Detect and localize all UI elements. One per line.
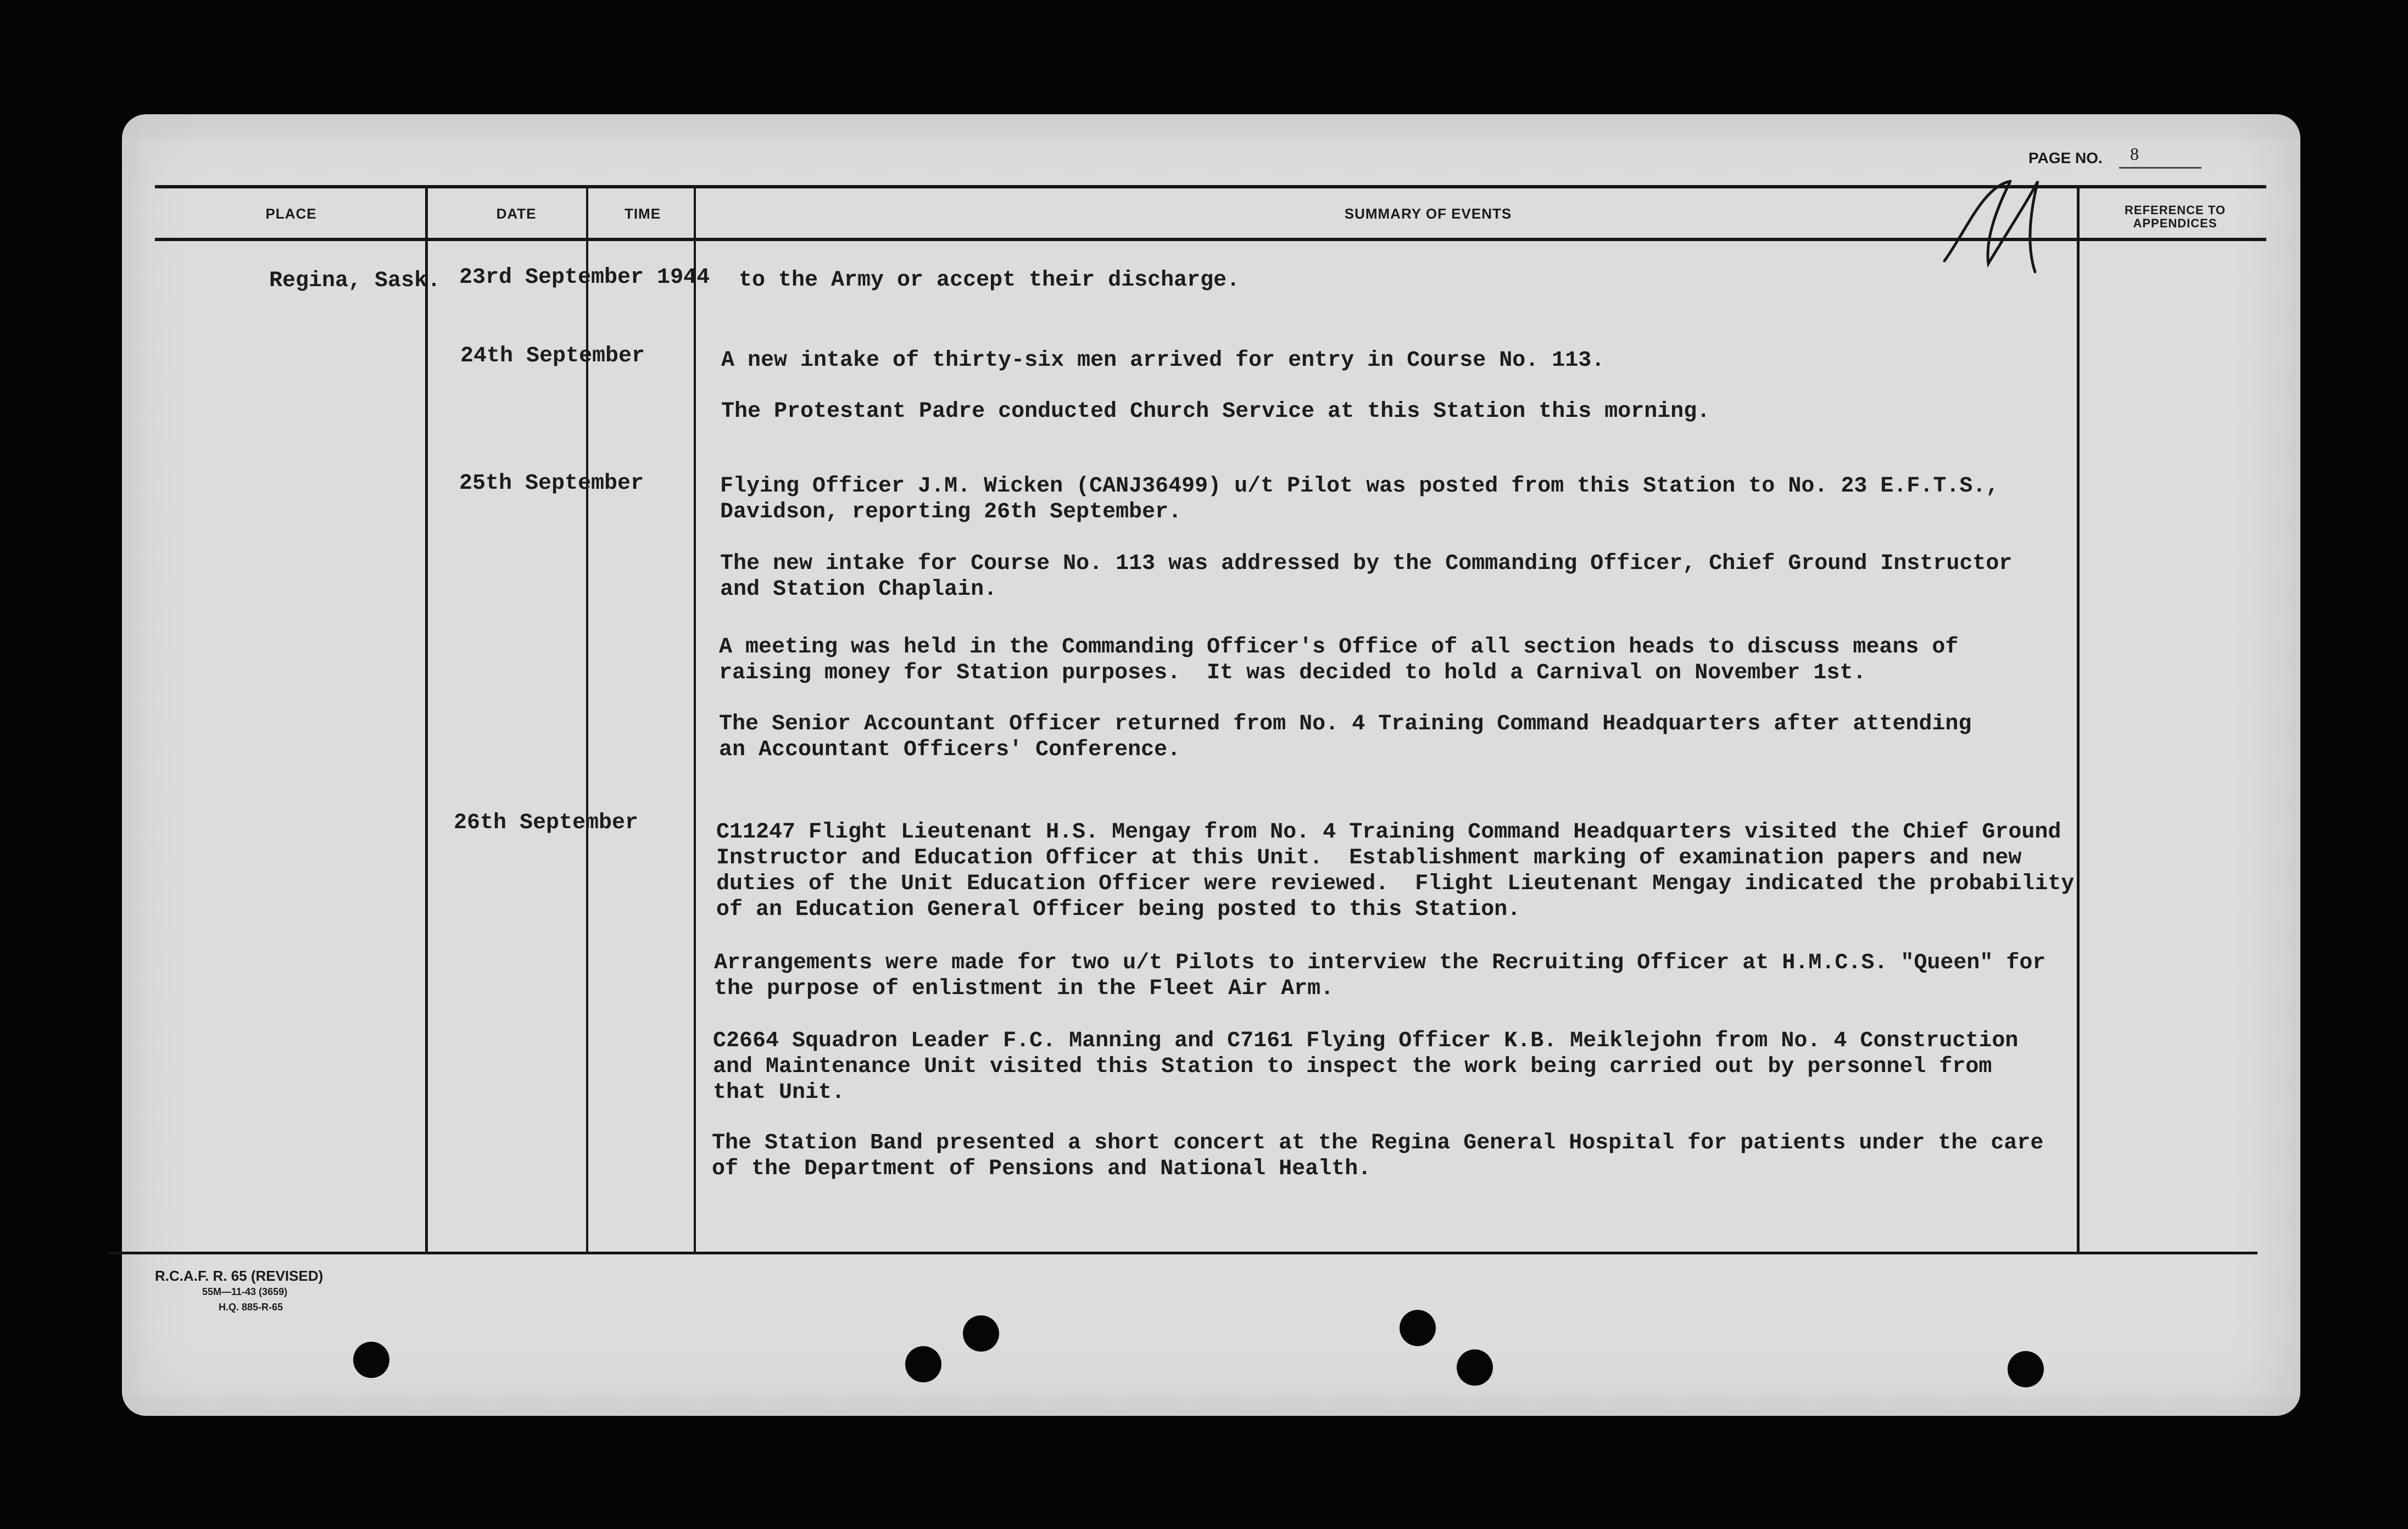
- page-number-label: PAGE NO.: [2028, 149, 2103, 166]
- form-id-line1: R.C.A.F. R. 65 (REVISED): [155, 1268, 324, 1284]
- summary-line: and Maintenance Unit visited this Station to inspect the work being carried out by personnel from: [713, 1054, 1992, 1079]
- form-id-line2: 55M—11-43 (3659): [202, 1286, 288, 1297]
- summary-line: an Accountant Officers' Conference.: [719, 738, 1181, 762]
- column-rule-time-summary: [694, 185, 696, 1254]
- summary-line: raising money for Station purposes. It was decided to hold a Carnival on November 1st.: [719, 661, 1866, 685]
- summary-line: the purpose of enlistment in the Fleet Air Arm.: [714, 976, 1334, 1001]
- summary-line: that Unit.: [713, 1080, 845, 1105]
- punch-hole: [1400, 1310, 1436, 1346]
- entry-date: 23rd September 1944: [459, 265, 710, 290]
- footer-rule: [108, 1252, 2258, 1254]
- summary-line: of the Department of Pensions and National Health.: [712, 1157, 1372, 1181]
- summary-line: The Protestant Padre conducted Church Service at this Station this morning.: [721, 399, 1710, 424]
- punch-hole: [1457, 1349, 1493, 1386]
- entry-date: 25th September: [459, 471, 644, 496]
- summary-line: C2664 Squadron Leader F.C. Manning and C7161 Flying Officer K.B. Meiklejohn from No. 4 Construction: [713, 1029, 2019, 1053]
- summary-line: Arrangements were made for two u/t Pilots to interview the Recruiting Officer at H.M.C.S. "Queen" for: [714, 951, 2046, 975]
- punch-hole: [2008, 1351, 2044, 1387]
- summary-line: to the Army or accept their discharge.: [739, 268, 1240, 293]
- summary-line: A meeting was held in the Commanding Officer's Office of all section heads to discuss means of: [719, 635, 1959, 660]
- column-rule-summary-reference: [2077, 185, 2080, 1254]
- ledger-card: [122, 114, 2300, 1416]
- header-time: TIME: [624, 205, 661, 222]
- summary-line: of an Education General Officer being posted to this Station.: [716, 897, 1521, 922]
- summary-line: and Station Chaplain.: [720, 577, 997, 602]
- summary-line: The Senior Accountant Officer returned from No. 4 Training Command Headquarters after attending: [719, 712, 1972, 736]
- page-number-value: 8: [2130, 144, 2139, 164]
- header-reference-line1: REFERENCE TO: [2125, 203, 2226, 217]
- summary-line: A new intake of thirty-six men arrived for entry in Course No. 113.: [721, 348, 1605, 373]
- entry-place: Regina, Sask.: [269, 269, 441, 293]
- header-summary: SUMMARY OF EVENTS: [1344, 205, 1512, 222]
- summary-line: The new intake for Course No. 113 was addressed by the Commanding Officer, Chief Ground Instructor: [720, 551, 2013, 576]
- header-date: DATE: [496, 205, 537, 222]
- summary-line: C11247 Flight Lieutenant H.S. Mengay from No. 4 Training Command Headquarters visited the Chief Ground: [716, 820, 2061, 845]
- handwritten-initial-mark: [1933, 165, 2076, 280]
- summary-line: Instructor and Education Officer at this Unit. Establishment marking of examination papers and new: [716, 846, 2022, 870]
- form-id-line3: H.Q. 885-R-65: [219, 1302, 283, 1313]
- summary-line: duties of the Unit Education Officer were reviewed. Flight Lieutenant Mengay indicated the probability: [716, 872, 2075, 896]
- header-reference-line2: APPENDICES: [2133, 216, 2217, 230]
- summary-line: The Station Band presented a short concert at the Regina General Hospital for patients under the care: [712, 1131, 2044, 1156]
- summary-line: Davidson, reporting 26th September.: [720, 500, 1182, 524]
- column-rule-place-date: [425, 185, 428, 1254]
- punch-hole: [353, 1342, 389, 1378]
- header-place: PLACE: [265, 205, 317, 222]
- punch-hole: [963, 1315, 999, 1352]
- page-number-underline: [2119, 167, 2201, 169]
- summary-line: Flying Officer J.M. Wicken (CANJ36499) u/t Pilot was posted from this Station to No. 23 E.F.T.S.,: [720, 474, 1999, 499]
- entry-date: 24th September: [460, 344, 645, 369]
- punch-hole: [905, 1346, 941, 1382]
- entry-date: 26th September: [454, 811, 639, 835]
